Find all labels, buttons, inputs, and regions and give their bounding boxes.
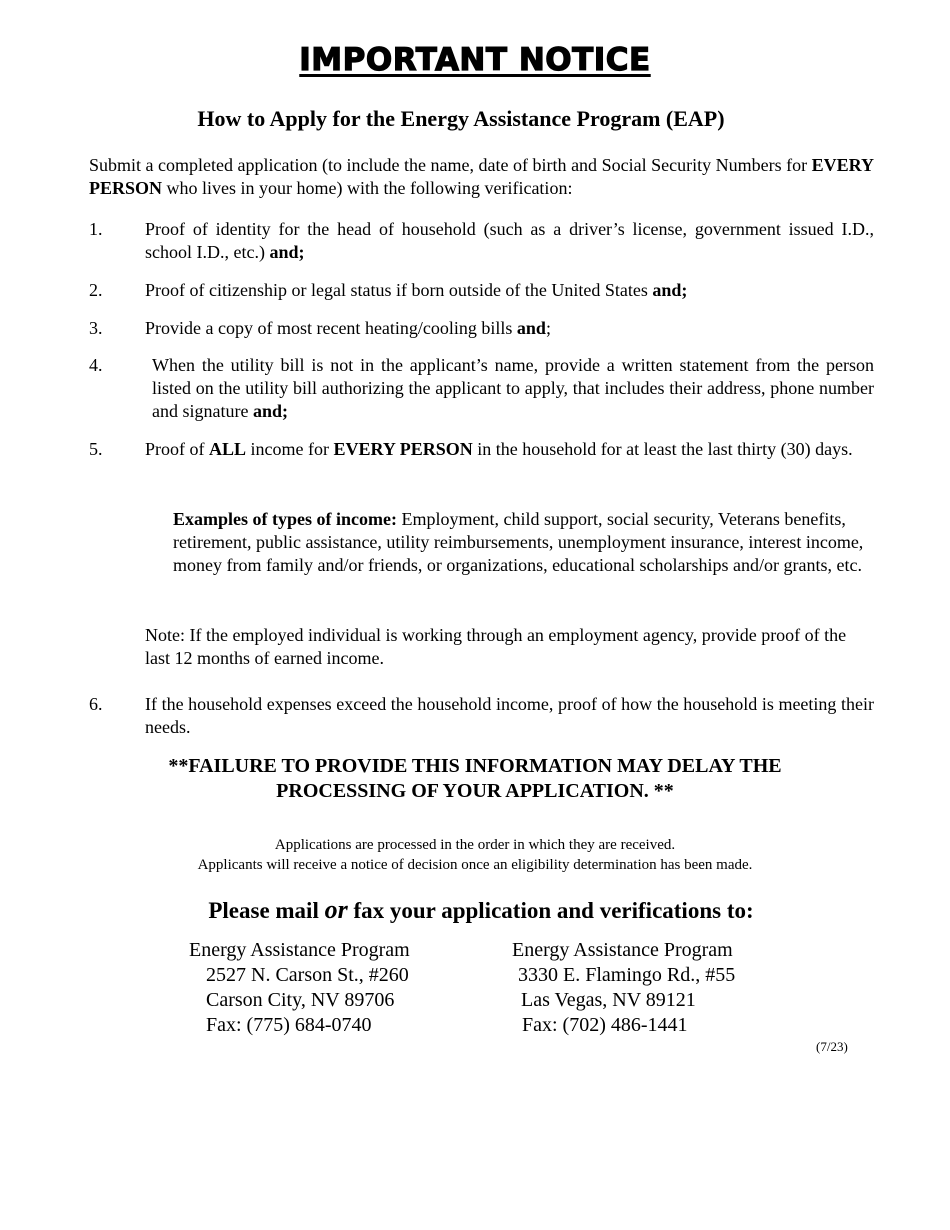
revision-date: (7/23) <box>816 1039 848 1054</box>
page-subtitle: How to Apply for the Energy Assistance Program (EAP) <box>197 106 725 131</box>
income-examples <box>173 508 873 577</box>
mail-heading-after: fax your application and verifications to: <box>347 898 754 923</box>
item-number: 3. <box>89 318 103 338</box>
failure-warning <box>0 754 950 804</box>
list-item <box>145 438 874 461</box>
office-city: Carson City, NV 89706 <box>206 989 395 1011</box>
item-bold: and; <box>252 401 288 421</box>
list-item <box>152 354 874 423</box>
list-item <box>145 218 874 264</box>
office-fax: Fax: (775) 684-0740 <box>206 1014 372 1036</box>
item-tail: ; <box>545 318 551 338</box>
item-bold: and; <box>652 280 688 300</box>
warning-line-2: PROCESSING OF YOUR APPLICATION. ** <box>276 780 674 802</box>
item-text: Proof of identity for the head of household (such as a driver’s license, government issued I.D., school I.D., etc.) <box>145 219 874 262</box>
office-name: Energy Assistance Program <box>189 939 410 961</box>
mail-heading <box>0 895 950 925</box>
item-bold: and <box>516 318 546 338</box>
processing-info-2: Applicants will receive a notice of decision once an eligibility determination has been made. <box>197 857 753 873</box>
office-street: 3330 E. Flamingo Rd., #55 <box>518 964 736 986</box>
processing-info-1: Applications are processed in the order in which they are received. <box>274 837 676 853</box>
office-name: Energy Assistance Program <box>512 939 733 961</box>
item-number: 1. <box>89 219 103 239</box>
item-text: When the utility bill is not in the applicant’s name, provide a written statement from the person listed on the utility bill authorizing the applicant to apply, that includes their address, phone number and signature <box>152 355 874 421</box>
office-street: 2527 N. Carson St., #260 <box>206 964 409 986</box>
intro-bold: EVERY PERSON <box>89 155 874 198</box>
examples-label: Examples of types of income: <box>173 509 397 529</box>
item-text: Provide a copy of most recent heating/cooling bills <box>145 318 517 338</box>
item-number: 2. <box>89 280 103 300</box>
item-bold: and; <box>269 242 305 262</box>
item-number: 5. <box>89 439 103 459</box>
list-item <box>145 317 874 340</box>
office-city: Las Vegas, NV 89121 <box>521 989 696 1011</box>
item-text: Proof of <box>145 439 209 459</box>
office-fax: Fax: (702) 486-1441 <box>522 1014 688 1036</box>
item-text: Proof of citizenship or legal status if born outside of the United States <box>145 280 653 300</box>
list-item: If the household expenses exceed the household income, proof of how the household is meeting their needs. <box>145 694 874 737</box>
mail-heading-or: or <box>324 895 348 924</box>
item-number: 4. <box>89 355 103 375</box>
mail-heading-before: Please mail <box>208 898 325 923</box>
item-text: in the household for at least the last thirty (30) days. <box>472 439 853 459</box>
intro-paragraph <box>89 154 874 200</box>
intro-text-1: Submit a completed application (to include the name, date of birth and Social Security Numbers for <box>89 155 812 175</box>
page-title: IMPORTANT NOTICE <box>299 42 651 78</box>
item-bold: ALL <box>209 439 247 459</box>
employment-agency-note: Note: If the employed individual is working through an employment agency, provide proof of the last 12 months of earned income. <box>145 625 847 668</box>
examples-text: Employment, child support, social security, Veterans benefits, retirement, public assistance, utility reimbursements, unemployment insurance, interest income, money from family and/or friends, or organizations, educational scholarships and/or grants, etc. <box>173 509 864 575</box>
item-text: income for <box>246 439 334 459</box>
item-bold: EVERY PERSON <box>333 439 473 459</box>
list-item <box>145 279 874 302</box>
warning-line-1: **FAILURE TO PROVIDE THIS INFORMATION MAY DELAY THE <box>168 755 782 777</box>
item-number: 6. <box>89 694 103 714</box>
intro-text-2: who lives in your home) with the following verification: <box>162 178 573 198</box>
